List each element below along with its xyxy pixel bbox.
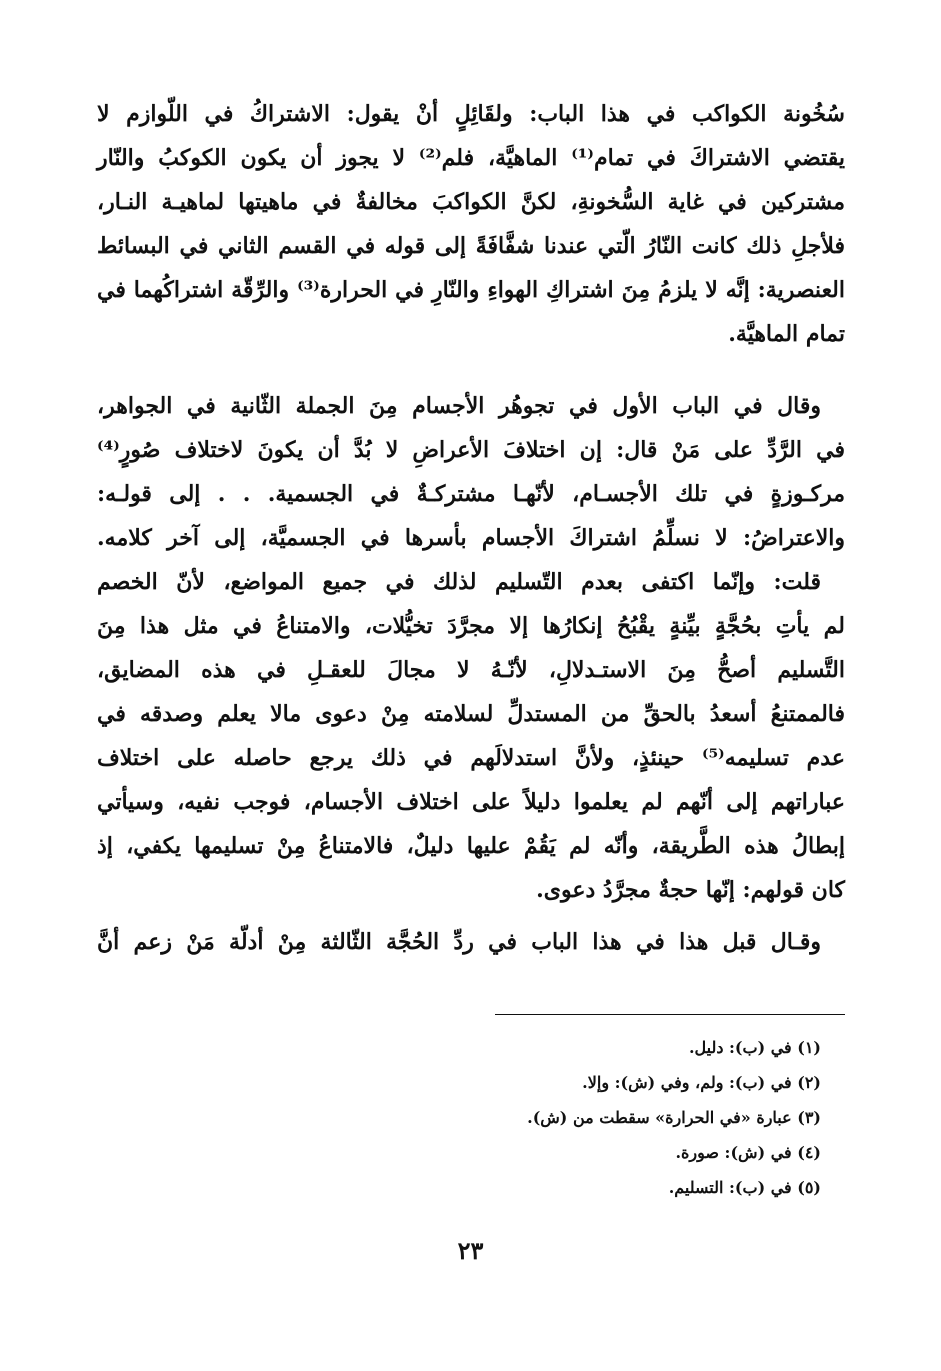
text-line: مركـوزةٍ في تلك الأجسـام، لأنّهـا مشتركـةٌ في الجسمية. . . إلى قولـه: <box>97 481 845 507</box>
footnote: (١) في (ب): دليل. <box>688 1038 821 1057</box>
text-line: لم يأتِ بحُجَّةٍ بيِّنةٍ يقْبُحُ إنكارُها إلا مجرَّدَ تخيُّلات، والامتناعُ في مثل هذا مِنَ <box>97 613 845 639</box>
footnote: (٤) في (ش): صورة. <box>675 1143 821 1162</box>
text-line: يقتضي الاشتراكَ في تمام⁽¹⁾ الماهيَّة، فلم⁽²⁾ لا يجوز أن يكون الكوكبُ والنّار <box>97 145 845 171</box>
text-line: مشتركين في غاية السُّخونةِ، لكنَّ الكواكبَ مخالفةٌ في ماهيتها لماهيـة النـار، <box>97 189 845 215</box>
text-line: في الرَّدِّ على مَنْ قال: إن اختلافَ الأعراضِ لا بُدَّ أن يكونَ لاختلاف صُورٍ⁽⁴⁾ <box>97 437 845 463</box>
text-line: إبطالُ هذه الطَّريقة، وأنّه لم يَقُمْ عليها دليلٌ، فالامتناعُ مِنْ تسليمها يكفي، إذ <box>97 833 845 859</box>
text-line: كان قولهم: إنّها حجةٌ مجرَّدُ دعوى. <box>536 877 845 903</box>
paragraph-1 <box>97 92 845 356</box>
text-line: قلت: وإنّما اكتفى بعدم التّسليم لذلك في جميع المواضع، لأنّ الخصم <box>97 569 821 595</box>
paragraph-3 <box>97 920 845 964</box>
page-number: ٢٣ <box>457 1236 484 1265</box>
text-line: وقال في الباب الأول في تجوهُر الأجسام مِنَ الجملة الثّانية في الجواهر، <box>97 393 821 419</box>
text-line: العنصرية: إنَّه لا يلزمُ مِنَ اشتراكِ الهواءِ والنّارِ في الحرارة⁽³⁾ والرِّقّة اشتراكُهما في <box>97 277 845 303</box>
text-line: عدم تسليمه⁽⁵⁾ حينئذٍ، ولأنَّ استدلالَهم في ذلك يرجع حاصله على اختلاف <box>97 745 845 771</box>
text-line: وقـال قبل هذا في هذا الباب في ردِّ الحُجَّة الثّالثة مِنْ أدلّة مَنْ زعم أنَّ <box>97 929 821 955</box>
footnote: (٢) في (ب): ولم، وفي (ش): وإلا. <box>582 1073 821 1092</box>
text-line: عباراتهم إلى أنّهم لم يعلموا دليلاً على اختلاف الأجسام، فوجب نفيه، وسيأتي <box>97 789 845 815</box>
footnote: (٣) عبارة «في الحرارة» سقطت من (ش). <box>527 1108 821 1127</box>
paragraph-2 <box>97 384 845 912</box>
text-line: والاعتراضُ: لا نسلِّمُ اشتراكَ الأجسام بأسرها في الجسميَّة، إلى آخر كلامه. <box>97 525 845 551</box>
text-line: التَّسليم أصحُّ مِنَ الاستـدلالِ، لأنّـهُ لا مجالَ للعقـلِ في هذه المضايق، <box>97 657 845 683</box>
footnotes <box>221 1030 821 1205</box>
text-line: تمام الماهيَّة. <box>728 321 845 347</box>
text-line: سُخُونة الكواكب في هذا الباب: ولقَائِلٍ أنْ يقول: الاشتراكُ في اللّوازم لا <box>97 101 845 127</box>
footnote-separator <box>495 1014 845 1015</box>
text-line: فالممتنعُ أسعدُ بالحقِّ من المستدلِّ لسلامته مِنْ دعوى مالا يعلم وصدقه في <box>97 701 845 727</box>
footnote: (٥) في (ب): التسليم. <box>668 1178 821 1197</box>
text-line: فلأجلِ ذلك كانت النّارُ الّتي عندنا شفَّافَةً إلى قوله في القسم الثاني في البسائط <box>97 233 845 259</box>
